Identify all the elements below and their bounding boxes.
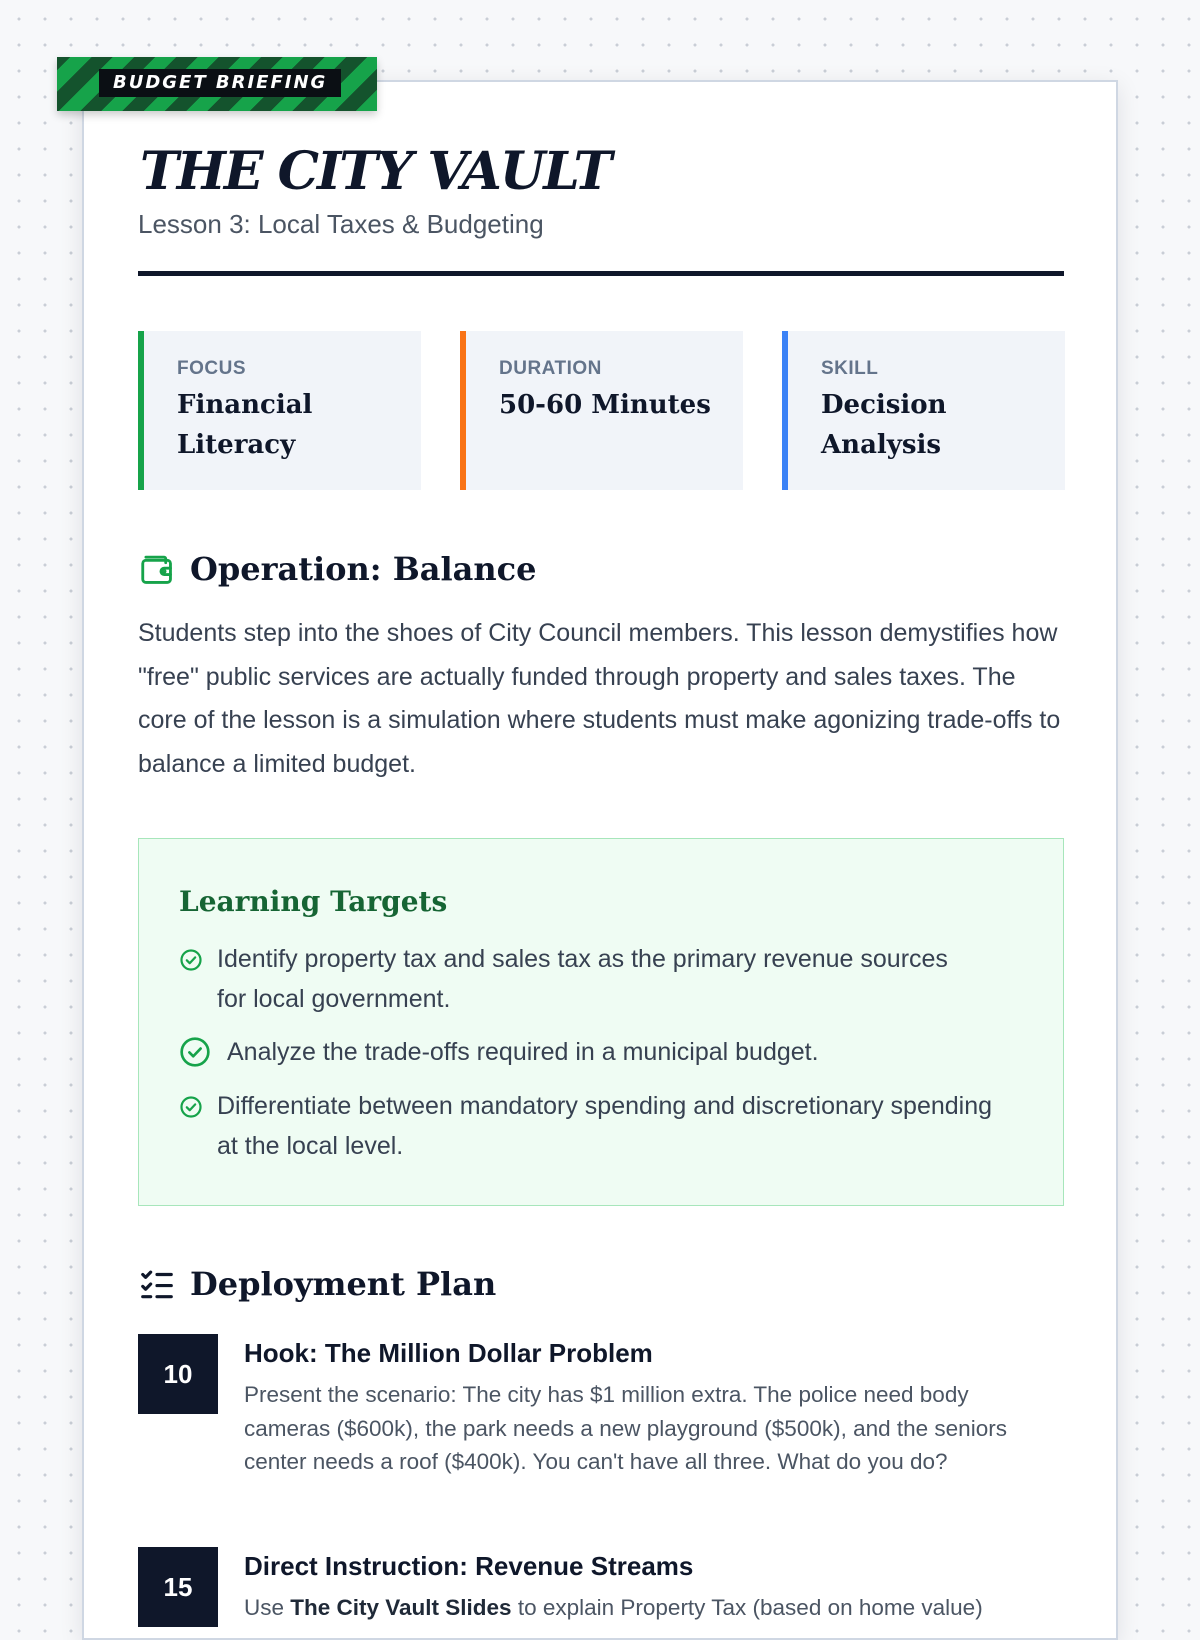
step-description: Present the scenario: The city has $1 million extra. The police need body cameras ($600k), the park needs a new playground ($500k), and the seniors center needs a roof ($400k). You can't have all three. What do you do? xyxy=(244,1382,1007,1474)
overview-paragraph: Students step into the shoes of City Council members. This lesson demystifies how "free" public services are actually funded through property and sales taxes. The core of the lesson is a simulation where students must make agonizing trade-offs to balance a limited budget. xyxy=(138,619,1061,778)
budget-briefing-badge xyxy=(57,57,377,111)
step-minutes-badge: 15 xyxy=(138,1547,218,1627)
checklist-icon xyxy=(138,1265,176,1303)
learning-targets-box xyxy=(138,838,1064,1206)
plan-step xyxy=(138,1547,1068,1620)
check-circle-icon xyxy=(179,948,203,977)
meta-card-duration xyxy=(460,331,743,490)
step-description-text: Use xyxy=(244,1595,291,1620)
meta-value: 50-60 Minutes xyxy=(499,390,711,420)
check-circle-icon xyxy=(179,1095,203,1124)
meta-label: FOCUS xyxy=(177,358,246,379)
learning-target-text: Differentiate between mandatory spending and discretionary spending at the local level. xyxy=(217,1092,993,1160)
learning-targets-title: Learning Targets xyxy=(179,885,448,918)
check-circle-icon xyxy=(179,1036,213,1073)
wallet-icon xyxy=(138,550,176,588)
learning-target-item xyxy=(179,1032,1019,1073)
learning-target-text: Identify property tax and sales tax as the primary revenue sources for local government. xyxy=(217,945,948,1013)
step-title: Hook: The Million Dollar Problem xyxy=(244,1338,653,1368)
meta-label: DURATION xyxy=(499,358,602,379)
step-description xyxy=(244,1591,1044,1625)
badge-label: BUDGET BRIEFING xyxy=(99,69,341,97)
meta-value: Decision Analysis xyxy=(821,390,947,460)
overview-heading-text: Operation: Balance xyxy=(190,550,537,588)
step-description-text: to explain Property Tax (based on home value) xyxy=(511,1595,983,1620)
plan-heading-text: Deployment Plan xyxy=(190,1265,497,1303)
overview-heading xyxy=(138,547,536,591)
plan-step xyxy=(138,1334,1068,1514)
learning-target-text: Analyze the trade-offs required in a municipal budget. xyxy=(227,1038,819,1066)
learning-target-item xyxy=(179,939,979,1019)
meta-card-focus xyxy=(138,331,421,490)
page-subtitle: Lesson 3: Local Taxes & Budgeting xyxy=(138,209,544,239)
page-title: THE CITY VAULT xyxy=(140,141,611,202)
step-title: Direct Instruction: Revenue Streams xyxy=(244,1551,694,1581)
slides-reference: The City Vault Slides xyxy=(290,1595,512,1620)
meta-card-skill xyxy=(782,331,1065,490)
plan-heading xyxy=(138,1262,496,1306)
title-divider xyxy=(138,271,1064,276)
meta-label: SKILL xyxy=(821,358,879,379)
meta-value: Financial Literacy xyxy=(177,390,313,460)
learning-target-item xyxy=(179,1086,999,1166)
step-minutes-badge: 10 xyxy=(138,1334,218,1414)
